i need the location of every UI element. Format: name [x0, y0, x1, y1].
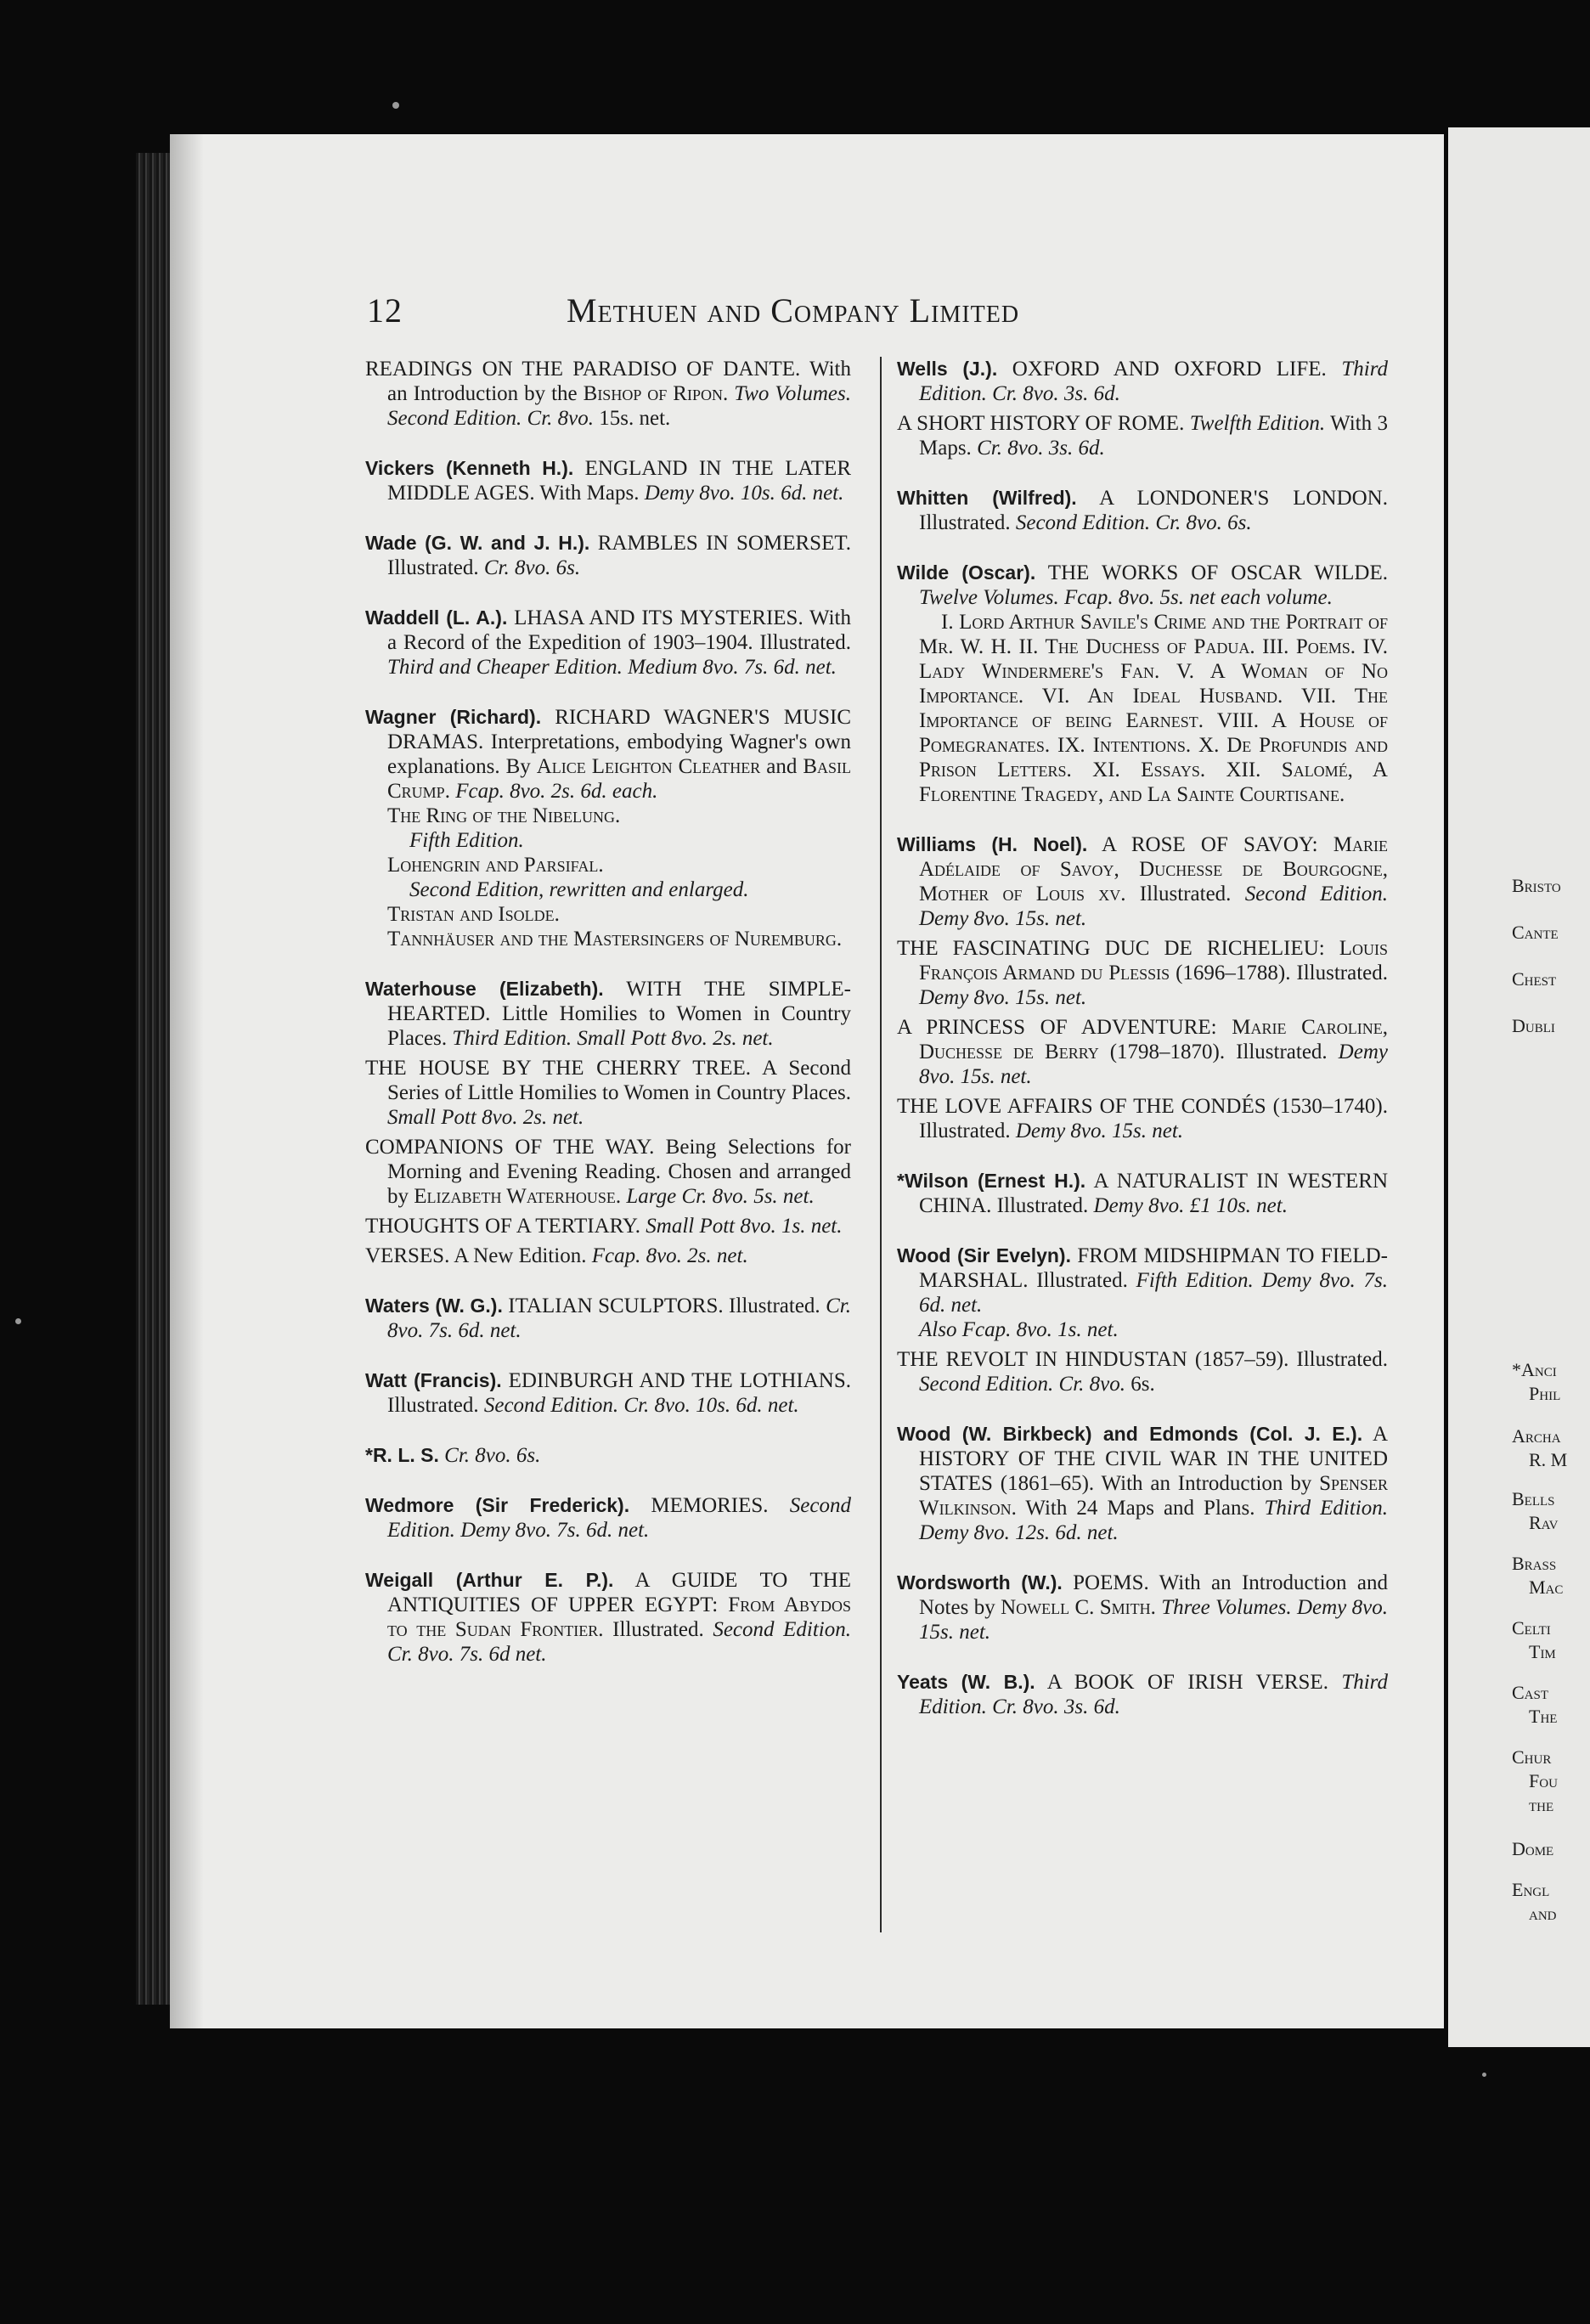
- author-name: Vickers (Kenneth H.).: [365, 457, 574, 479]
- author-name: *Wilson (Ernest H.).: [897, 1170, 1086, 1192]
- catalog-entry: [365, 531, 851, 580]
- entry-text: With an Introduction by the: [387, 358, 851, 405]
- adjacent-word: Bristo: [1512, 875, 1561, 896]
- edition-format: Twelve Volumes. Fcap. 8vo.: [919, 586, 1155, 609]
- author-name: *R. L. S.: [365, 1444, 439, 1466]
- entry-name: Nowell C. Smith.: [1001, 1596, 1156, 1619]
- edition-format: Fifth Edition. Demy 8vo.: [1136, 1269, 1356, 1292]
- adjacent-word: Tim: [1529, 1641, 1556, 1662]
- catalog-entry: [897, 411, 1388, 460]
- author-name: Wood (W. Birkbeck) and Edmonds (Col. J. E.).: [897, 1423, 1363, 1445]
- edition-format: Demy 8vo.: [919, 1041, 1388, 1088]
- book-title: THE WORKS OF OSCAR WILDE.: [1035, 561, 1388, 584]
- book-title: COMPANIONS OF THE WAY.: [365, 1136, 655, 1159]
- entry-text: (1798–1870). Illustrated.: [1098, 1041, 1339, 1063]
- author-name: Wagner (Richard).: [365, 706, 542, 728]
- catalog-entry: [897, 1347, 1388, 1396]
- entry-text: Illustrated.: [919, 511, 1016, 534]
- price: 2s. net.: [707, 1027, 774, 1050]
- adjacent-word: Mac: [1529, 1577, 1564, 1598]
- price: 15s. net.: [1106, 1120, 1184, 1142]
- catalog-entry: [897, 936, 1388, 1010]
- entry-text: Illustrated.: [723, 1295, 826, 1317]
- volume-title: Lohengrin and Parsifal.: [387, 854, 604, 877]
- edition-format: Fcap. 8vo.: [591, 1244, 682, 1267]
- entry-text: (1861–65). With an Introduction by: [992, 1472, 1320, 1495]
- entry-name: Bishop of Ripon.: [583, 382, 729, 405]
- edition-format: Three Volumes. Demy 8vo.: [1155, 1596, 1388, 1619]
- entry-name: Marie Caroline, Duchesse de Berry: [919, 1016, 1389, 1063]
- book-title: THE LOVE AFFAIRS OF THE CONDÉS: [897, 1095, 1266, 1118]
- adjacent-word: Cante: [1512, 922, 1559, 943]
- entry-text: (1857–59). Illustrated.: [1187, 1348, 1388, 1371]
- book-title: A GUIDE TO THE ANTIQUITIES OF UPPER EGYPT:: [387, 1569, 851, 1616]
- price: 1s. net.: [775, 1215, 843, 1238]
- price: 7s. 6d. net.: [423, 1319, 522, 1342]
- author-name: Whitten (Wilfred).: [897, 487, 1077, 509]
- catalog-entry: [897, 1244, 1388, 1342]
- edition-format: Third and Cheaper Edition. Medium 8vo.: [387, 656, 739, 679]
- catalog-entry: [365, 606, 851, 680]
- catalog-entry: [365, 1214, 851, 1238]
- edition-format: Demy 8vo.: [1093, 1194, 1185, 1217]
- entry-text: and: [760, 755, 803, 778]
- catalog-entry: [365, 977, 851, 1051]
- author-name: Watt (Francis).: [365, 1369, 502, 1391]
- book-title: VERSES.: [365, 1244, 450, 1267]
- entry-text: With an Introduction and Notes by: [919, 1571, 1388, 1619]
- author-name: Wilde (Oscar).: [897, 561, 1036, 584]
- entry-text: Illustrated.: [1028, 1269, 1136, 1292]
- edition-format: Second Edition. Cr. 8vo.: [919, 1373, 1126, 1396]
- edition-format: Small Pott 8vo.: [387, 1106, 518, 1129]
- entry-text: Interpretations, embodying Wagner's own explanations. By: [387, 730, 851, 778]
- adjacent-word: Chur: [1512, 1746, 1552, 1768]
- price: 15s. net.: [1009, 986, 1087, 1009]
- edition-format: Two Volumes. Second Edition. Cr. 8vo.: [387, 382, 851, 430]
- author-name: Wade (G. W. and J. H.).: [365, 532, 590, 554]
- price: 10s. 6d. net.: [735, 482, 844, 505]
- price: 6s.: [510, 1444, 541, 1467]
- edition-format: Small Pott 8vo.: [640, 1215, 776, 1238]
- entry-name: Marie Adélaide of Savoy, Duchesse de Bourgogne, Mother of Louis xv.: [919, 833, 1388, 905]
- catalog-entry: [365, 1294, 851, 1343]
- price: 5s. net.: [747, 1185, 815, 1208]
- catalog-entry: [365, 1568, 851, 1667]
- catalog-entry: [897, 832, 1388, 931]
- edition-format: Twelfth Edition.: [1184, 412, 1326, 435]
- price: 3s. 6d.: [1058, 1695, 1120, 1718]
- volume-edition: Fifth Edition.: [409, 829, 524, 852]
- catalog-entry: [365, 705, 851, 951]
- book-title: A HISTORY OF THE CIVIL WAR IN THE UNITED STATES: [919, 1423, 1388, 1495]
- volume-title: The Ring of the Nibelung.: [387, 804, 621, 827]
- entry-text: Illustrated.: [603, 1618, 713, 1641]
- price: 15s. net.: [955, 1065, 1032, 1088]
- catalog-entry: [897, 1015, 1388, 1089]
- page-number: 12: [367, 291, 403, 330]
- price: 5s. net each volume.: [1154, 586, 1333, 609]
- author-name: Wells (J.).: [897, 358, 998, 380]
- book-title: A LONDONER'S LONDON.: [1076, 487, 1388, 510]
- catalog-entry: [897, 1094, 1388, 1143]
- book-title: A NATURALIST IN WESTERN CHINA.: [919, 1170, 1388, 1217]
- price: 2s. net.: [681, 1244, 748, 1267]
- author-name: Yeats (W. B.).: [897, 1671, 1035, 1693]
- book-title: A BOOK OF IRISH VERSE.: [1035, 1671, 1328, 1694]
- price: 15s. net.: [1009, 907, 1087, 930]
- book-title: POEMS.: [1062, 1571, 1149, 1594]
- entry-text: Illustrated.: [387, 1394, 484, 1417]
- adjacent-word: Brass: [1512, 1553, 1557, 1574]
- price: 7s. 6d. net.: [738, 656, 837, 679]
- edition-format: Second Edition. Cr. 8vo.: [387, 1618, 851, 1666]
- edition-format: Second Edition. Demy 8vo.: [919, 883, 1388, 930]
- price: 7s. 6d. net.: [551, 1519, 650, 1542]
- column-divider: [880, 357, 882, 1932]
- catalog-entry: [365, 357, 851, 431]
- book-title: THE HOUSE BY THE CHERRY TREE.: [365, 1057, 751, 1080]
- dust-speck: [15, 1318, 21, 1324]
- edition-format: Large Cr. 8vo.: [621, 1185, 748, 1208]
- entry-text: With Maps.: [534, 482, 645, 505]
- book-title: A PRINCESS OF ADVENTURE:: [897, 1016, 1217, 1039]
- adjacent-word: Engl: [1512, 1879, 1550, 1900]
- adjacent-word: R. M: [1529, 1449, 1568, 1470]
- adjacent-word: Dome: [1512, 1838, 1554, 1859]
- author-name: Weigall (Arthur E. P.).: [365, 1569, 614, 1591]
- page-header: [367, 290, 1218, 338]
- book-title: THE REVOLT IN HINDUSTAN: [897, 1348, 1187, 1371]
- entry-text: With 24 Maps and Plans.: [1016, 1497, 1265, 1520]
- entry-text: Illustrated.: [387, 556, 484, 579]
- catalog-entry: [365, 1135, 851, 1209]
- price: 10s. 6d. net.: [690, 1394, 799, 1417]
- dust-speck: [392, 102, 399, 109]
- adjacent-word: The: [1529, 1706, 1558, 1727]
- adjacent-word: Celti: [1512, 1617, 1551, 1639]
- volume-list: I. Lord Arthur Savile's Crime and the Portrait of Mr. W. H. II. The Duchess of Padua. III. Poems. IV. Lady Windermere's Fan. V. A Woman of No Importance. VI. An Ideal Husband. VII. The Importance of being Earnest. VIII. A House of Pomegranates. IX. Intentions. X. De Profundis and Prison Letters. XI. Essays. XII. Salomé, A Florentine Tragedy, and La Sainte Courtisane.: [919, 611, 1388, 806]
- price: 2s. net.: [517, 1106, 584, 1129]
- catalog-entry: [365, 1244, 851, 1268]
- edition-format: Demy 8vo.: [644, 482, 736, 505]
- price: 15s. net.: [594, 407, 671, 430]
- adjacent-word: Fou: [1529, 1770, 1558, 1791]
- adjacent-word: and: [1529, 1903, 1557, 1924]
- author-name: Wedmore (Sir Frederick).: [365, 1494, 630, 1516]
- book-title: THOUGHTS OF A TERTIARY.: [365, 1215, 641, 1238]
- edition-format: Cr. 8vo.: [387, 1295, 851, 1342]
- adjacent-word: Rav: [1529, 1512, 1559, 1533]
- edition-format: Demy 8vo.: [1015, 1120, 1107, 1142]
- edition-format: Cr. 8vo.: [438, 1444, 511, 1467]
- alternate-edition: [897, 1317, 1388, 1342]
- price: 6s.: [1125, 1373, 1155, 1396]
- catalog-entry: [897, 1571, 1388, 1644]
- price: 15s. net.: [919, 1621, 991, 1644]
- entry-text: Illustrated.: [991, 1194, 1094, 1217]
- catalog-entry: [897, 1670, 1388, 1719]
- catalog-entry: [365, 1368, 851, 1418]
- edition-format: Third Edition. Cr. 8vo.: [919, 1671, 1388, 1718]
- price: 6s.: [550, 556, 581, 579]
- author-name: Waterhouse (Elizabeth).: [365, 978, 604, 1000]
- price: £1 10s. net.: [1184, 1194, 1288, 1217]
- book-title: READINGS ON THE PARADISO OF DANTE.: [365, 358, 801, 381]
- entry-text: Being Selections for Morning and Evening Reading. Chosen and arranged by: [387, 1136, 851, 1208]
- volume-edition: Second Edition, rewritten and enlarged.: [409, 878, 749, 901]
- catalog-entry: [365, 1493, 851, 1543]
- book-title: A SHORT HISTORY OF ROME.: [897, 412, 1185, 435]
- price: 7s. 6d net.: [454, 1643, 547, 1666]
- running-title: Methuen and Company Limited: [567, 291, 1020, 330]
- catalog-entry: [365, 456, 851, 505]
- catalog-entry: [897, 486, 1388, 535]
- right-column: [897, 357, 1388, 1745]
- entry-name: Elizabeth Waterhouse.: [414, 1185, 622, 1208]
- entry-text: (1530–1740). Illustrated.: [919, 1095, 1388, 1142]
- price: 12s. 6d. net.: [1009, 1521, 1119, 1544]
- catalog-entry: [365, 1443, 851, 1468]
- author-name: Waters (W. G.).: [365, 1295, 503, 1317]
- entry-text: Illustrated.: [1125, 883, 1245, 905]
- author-name: Wood (Sir Evelyn).: [897, 1244, 1071, 1266]
- entry-name: Basil Crump.: [387, 755, 851, 803]
- catalog-entry: [897, 1422, 1388, 1545]
- book-title: ENGLAND IN THE LATER MIDDLE AGES.: [387, 457, 852, 505]
- entry-name: From Abydos to the Sudan Frontier.: [387, 1594, 851, 1641]
- price: 2s. 6d. each.: [545, 780, 658, 803]
- edition-format: Fcap. 8vo.: [449, 780, 546, 803]
- book-title: OXFORD AND OXFORD LIFE.: [997, 358, 1327, 381]
- entry-text: (1696–1788). Illustrated.: [1170, 962, 1388, 984]
- book-title: WITH THE SIMPLE-HEARTED.: [387, 978, 852, 1025]
- book-title: MEMORIES.: [629, 1494, 769, 1517]
- edition-format: Third Edition. Demy 8vo.: [919, 1497, 1388, 1544]
- price: 1s. net.: [1052, 1318, 1119, 1341]
- dust-speck: [1482, 2073, 1486, 2077]
- catalog-entry: [365, 1056, 851, 1130]
- entry-text: A New Edition.: [449, 1244, 592, 1267]
- author-name: Wordsworth (W.).: [897, 1571, 1063, 1594]
- catalog-entry: [897, 1169, 1388, 1218]
- price: 7s. 6d. net.: [919, 1269, 1389, 1317]
- adjacent-page-text: [1512, 0, 1590, 2324]
- author-name: Williams (H. Noel).: [897, 833, 1088, 855]
- entry-name: Alice Leighton Cleather: [536, 755, 761, 778]
- edition-format: Second Edition. Cr. 8vo.: [1015, 511, 1222, 534]
- edition-format: Demy 8vo.: [919, 986, 1010, 1009]
- book-title: RICHARD WAGNER'S MUSIC DRAMAS.: [387, 706, 851, 753]
- entry-name: Louis François Armand du Plessis: [919, 937, 1388, 984]
- catalog-entry: [897, 561, 1388, 807]
- book-title: THE FASCINATING DUC DE RICHELIEU:: [897, 937, 1325, 960]
- edition-format: Second Edition. Demy 8vo.: [387, 1494, 851, 1542]
- book-title: LHASA AND ITS MYSTERIES.: [507, 606, 803, 629]
- volume-title: Tannhäuser and the Mastersingers of Nuremburg.: [387, 928, 843, 950]
- entry-text: A Second Series of Little Homilies to Women in Country Places.: [387, 1057, 851, 1104]
- edition-format: Third Edition. Cr. 8vo.: [919, 358, 1388, 405]
- book-title: A ROSE OF SAVOY:: [1087, 833, 1318, 856]
- catalog-entry: [897, 357, 1388, 406]
- edition-format: Third Edition. Small Pott 8vo.: [452, 1027, 708, 1050]
- entry-text: Little Homilies to Women in Country Places.: [387, 1002, 851, 1050]
- entry-text: With 3 Maps.: [919, 412, 1388, 460]
- entry-text: With a Record of the Expedition of 1903–1904. Illustrated.: [387, 606, 851, 654]
- price: 3s. 6d.: [1043, 437, 1105, 460]
- adjacent-word: *Anci: [1512, 1359, 1557, 1380]
- adjacent-word: Cast: [1512, 1682, 1549, 1703]
- book-title: EDINBURGH AND THE LOTHIANS.: [501, 1369, 851, 1392]
- edition-format: Cr. 8vo.: [483, 556, 551, 579]
- adjacent-word: Bells: [1512, 1488, 1555, 1509]
- volume-title: Tristan and Isolde.: [387, 903, 560, 926]
- book-title: FROM MIDSHIPMAN TO FIELD-MARSHAL.: [919, 1244, 1388, 1292]
- page-gutter-shadow: [170, 134, 204, 2028]
- edition-format: Also Fcap. 8vo.: [919, 1318, 1052, 1341]
- price: 3s. 6d.: [1058, 382, 1120, 405]
- adjacent-word: Archa: [1512, 1425, 1561, 1447]
- adjacent-word: Chest: [1512, 968, 1557, 990]
- left-column: [365, 357, 851, 1692]
- entry-name: Spenser Wilkinson.: [919, 1472, 1388, 1520]
- adjacent-word: Dubli: [1512, 1015, 1555, 1036]
- author-name: Waddell (L. A.).: [365, 606, 508, 629]
- edition-format: Cr. 8vo.: [977, 437, 1044, 460]
- book-title: ITALIAN SCULPTORS.: [502, 1295, 724, 1317]
- book-title: RAMBLES IN SOMERSET.: [589, 532, 852, 555]
- adjacent-word: Phil: [1529, 1383, 1561, 1404]
- adjacent-word: the: [1529, 1794, 1554, 1815]
- edition-format: Second Edition. Cr. 8vo.: [483, 1394, 691, 1417]
- price: 6s.: [1221, 511, 1252, 534]
